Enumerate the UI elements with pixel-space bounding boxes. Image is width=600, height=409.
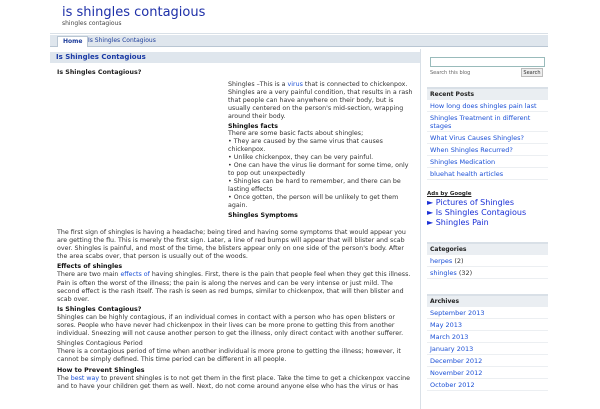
archive-item[interactable] [427, 331, 548, 343]
site-title[interactable]: is shingles contagious [62, 5, 206, 20]
facts-intro: There are some basic facts about shingles; [228, 130, 364, 138]
fact-item: • Unlike chickenpox, they can be very painful. [228, 154, 374, 162]
prevent-text: The [57, 374, 71, 382]
category-item [427, 267, 548, 279]
post-title-bar [50, 52, 420, 63]
recent-post-link[interactable]: bluehat health articles [430, 169, 504, 178]
archive-link[interactable]: March 2013 [430, 332, 469, 341]
archives-title: Archives [427, 296, 548, 307]
categories-widget [427, 242, 548, 279]
post-title[interactable]: Is Shingles Contagious [56, 53, 146, 61]
recent-post-item[interactable] [427, 100, 548, 112]
nav-is-shingles-contagious[interactable]: Is Shingles Contagious [88, 37, 156, 44]
archive-item[interactable] [427, 355, 548, 367]
contagious-text: Shingles can be highly contagious, if an individual comes in contact with a person who has open blisters or sores. People who have never had chickenpox in their lives can be more prone to getting this from another individual. Sneezing will not cause another person to get the illness, only direct contact with another sufferer. [57, 313, 404, 338]
fact-item: • Once gotten, the person will be unlikely to get them again. [228, 193, 399, 209]
post-heading: Is Shingles Contagious? [57, 69, 142, 76]
recent-post-link[interactable]: Shingles Medication [430, 157, 496, 166]
archive-link[interactable]: October 2012 [430, 380, 475, 389]
best-way-link[interactable]: best way [70, 374, 100, 382]
ad-link[interactable]: ► Pictures of Shingles [427, 198, 515, 207]
ad-link[interactable]: ► Is Shingles Contagious [427, 208, 527, 217]
archive-item[interactable] [427, 307, 548, 319]
recent-posts-widget [427, 87, 548, 180]
recent-post-link[interactable]: What Virus Causes Shingles? [430, 133, 524, 142]
intro-paragraph [228, 81, 414, 121]
archive-item[interactable] [427, 319, 548, 331]
site-description: shingles contagious [62, 20, 122, 27]
facts-block [228, 123, 414, 210]
effects-text: There are two main [57, 271, 121, 279]
search-input[interactable] [430, 57, 545, 67]
archive-link[interactable]: May 2013 [430, 320, 463, 329]
category-link[interactable]: shingles [430, 268, 457, 277]
category-count: (2) [454, 256, 464, 265]
post-intro-column [228, 81, 414, 221]
archive-link[interactable]: November 2012 [430, 368, 483, 377]
archive-item[interactable] [427, 367, 548, 379]
recent-posts-title: Recent Posts [427, 89, 548, 100]
nav-bar [50, 35, 548, 47]
category-item [427, 255, 548, 267]
google-ads [427, 191, 548, 228]
recent-post-item[interactable] [427, 156, 548, 168]
main-content [50, 49, 421, 409]
search-label: Search this blog [430, 70, 471, 76]
effects-text-rest: having shingles. First, there is the pain that people feel when they get this illness. Pain is often the worst of the illness; the pain is along the nerves and can be very intense or just mild. The second effect is the rash itself. The rash is seen as red bumps, similar to chickenpox, that will then blister and scab over. [57, 271, 411, 303]
archives-widget [427, 294, 548, 391]
post-body [57, 229, 415, 393]
recent-post-item[interactable] [427, 112, 548, 132]
facts-heading: Shingles facts [228, 122, 279, 130]
recent-post-item[interactable] [427, 144, 548, 156]
period-heading: Shingles Contagious Period [57, 340, 143, 348]
prevent-text-rest: to prevent shingles is to not get them in the first place. Take the time to get a chickenpox vaccine and to have your children get them as well. Next, do not come around anyone else who has the virus or has [57, 374, 411, 390]
archive-item[interactable] [427, 343, 548, 355]
recent-post-link[interactable]: Shingles Treatment in different stages [430, 113, 531, 130]
search-box [427, 55, 548, 81]
period-text: There is a contagious period of time when another individual is more prone to getting the illness; however, it cannot be simply defined. This time period can be different in all people. [57, 348, 401, 364]
ad-link[interactable]: ► Shingles Pain [427, 218, 489, 227]
recent-post-link[interactable]: When Shingles Recurred? [430, 145, 513, 154]
nav-home[interactable]: Home [57, 36, 88, 47]
symptoms-text: The first sign of shingles is having a headache; being tired and having some symptoms that would appear you are getting the flu. This is merely the first sign. Later, a line of red bumps will appear that will blister and scab over. Shingles is painful, and most of the time, the blisters appear only on one side of the person's body. After the area scabs over, that person is usually out of the woods. [57, 229, 406, 261]
intro-text: Shingles –This is a [228, 81, 288, 88]
archive-link[interactable]: December 2012 [430, 356, 483, 365]
categories-title: Categories [427, 244, 548, 255]
fact-item: • Shingles can be hard to remember, and there can be lasting effects [228, 177, 401, 193]
recent-post-item[interactable] [427, 132, 548, 144]
effects-heading: Effects of shingles [57, 263, 123, 271]
virus-link[interactable]: virus [287, 81, 303, 88]
fact-item: • They are caused by the same virus that causes chickenpox. [228, 138, 383, 154]
search-button[interactable]: Search [521, 68, 543, 77]
prevent-heading: How to Prevent Shingles [57, 366, 145, 374]
symptoms-heading: Shingles Symptoms [228, 211, 298, 219]
ads-label[interactable]: Ads by Google [427, 191, 472, 197]
effects-link[interactable]: effects of [120, 271, 150, 279]
fact-item: • One can have the virus lie dormant for some time, only to pop out unexpectedly [228, 162, 409, 177]
archive-link[interactable]: January 2013 [430, 344, 474, 353]
recent-post-link[interactable]: How long does shingles pain last [430, 101, 537, 110]
archive-item[interactable] [427, 379, 548, 391]
contagious-heading: Is Shingles Contagious? [57, 305, 142, 313]
intro-text-rest: that is connected to chickenpox. Shingles are a very painful condition, that results in a rash that people can have anywhere on their body, but is usually centered on the person's mid-section, wrapping around their body. [228, 81, 413, 120]
category-count: (32) [458, 268, 473, 277]
recent-post-item[interactable] [427, 168, 548, 180]
site-header [50, 0, 548, 34]
category-link[interactable]: herpes [430, 256, 453, 265]
archive-link[interactable]: September 2013 [430, 308, 485, 317]
